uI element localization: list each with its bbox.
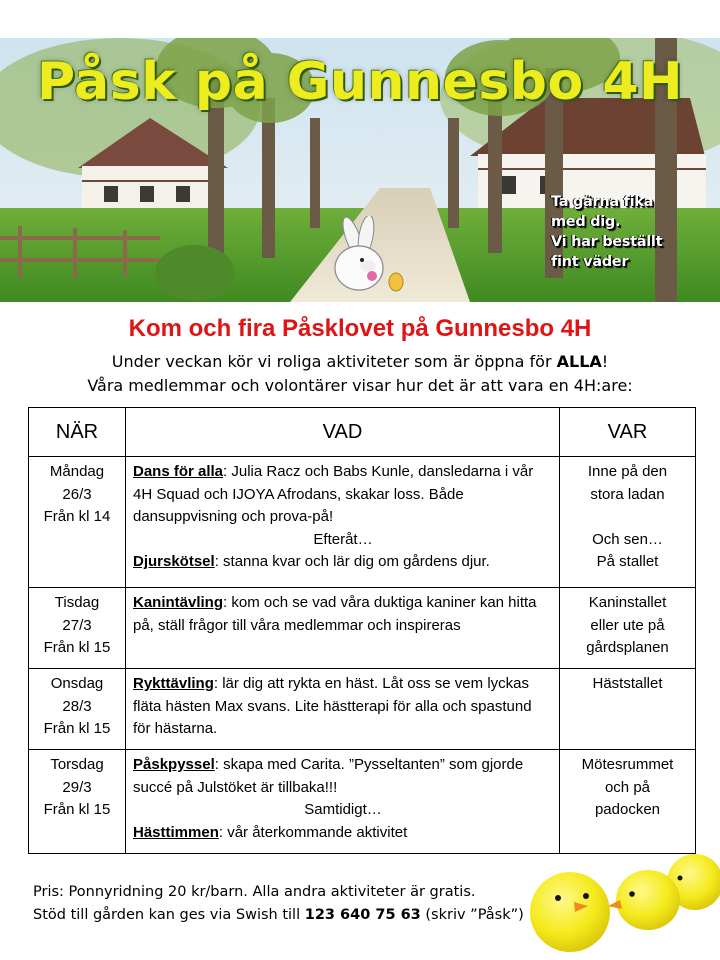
what-cell: [126, 750, 560, 854]
location-line: Häststallet: [592, 675, 663, 692]
what-cell: [126, 588, 560, 669]
location-line: och på: [604, 778, 651, 796]
page-title: Påsk på Gunnesbo 4H: [36, 52, 684, 112]
when-cell: [29, 750, 126, 854]
location-line: Mötesrummet: [581, 756, 674, 773]
day-label: Måndag: [49, 463, 105, 480]
swish-note: (skriv ”Påsk”): [420, 907, 524, 923]
fika-note-line: Vi har beställt: [551, 234, 663, 250]
activity-description: [133, 592, 553, 637]
swish-number: 123 640 75 63: [304, 907, 421, 923]
activity-transition: Efteråt…: [313, 530, 373, 548]
date-label: 27/3: [62, 616, 92, 634]
schedule-table: [28, 407, 696, 854]
where-cell: [560, 457, 696, 588]
easter-bunny-icon: [326, 216, 416, 300]
location-line: gårdsplanen: [586, 639, 669, 656]
table-row: [29, 588, 696, 669]
where-cell: [560, 669, 696, 750]
intro-line-1: [0, 352, 720, 371]
location-line: Och sen…: [592, 530, 663, 548]
day-label: Onsdag: [50, 675, 104, 692]
activity-text: : lär dig att rykta en häst. Låt oss se vem lyckas fläta hästen Max svans. Lite hästterapi för alla och spastund för hästarna.: [133, 675, 532, 737]
price-line: Pris: Ponnyridning 20 kr/barn. Alla andra aktiviteter är gratis.: [33, 884, 476, 900]
date-label: 26/3: [62, 485, 92, 503]
intro-line-1-text: Under veckan kör vi roliga aktiviteter som är öppna för: [111, 352, 557, 371]
day-label: Tisdag: [54, 594, 100, 611]
activity-description: [133, 551, 553, 574]
date-label: 28/3: [62, 697, 92, 715]
location-line: [566, 506, 689, 529]
where-cell: [560, 588, 696, 669]
activity-transition: Samtidigt…: [304, 801, 382, 818]
swish-line: [33, 904, 524, 927]
intro-line-1-end: !: [601, 352, 609, 371]
activity-name: Påskpyssel: [133, 756, 215, 773]
activity-name: Hästtimmen: [133, 823, 219, 841]
when-cell: [29, 457, 126, 588]
location-line: På stallet: [596, 553, 659, 570]
activity-description: [133, 673, 553, 741]
intro-line-1-emphasis: ALLA: [556, 352, 602, 371]
activity-text: : stanna kvar och lär dig om gårdens djur.: [214, 553, 490, 570]
time-label: Från kl 15: [43, 639, 111, 656]
activity-description: [133, 822, 553, 845]
fika-note-line: fint väder: [551, 254, 629, 270]
header-when: NÄR: [29, 408, 126, 457]
fika-note-line: Ta gärna fika: [551, 194, 654, 210]
time-label: Från kl 15: [43, 720, 111, 737]
time-label: Från kl 14: [43, 508, 111, 525]
hero-banner: [0, 38, 720, 302]
location-line: eller ute på: [590, 616, 665, 634]
header-where: VAR: [560, 408, 696, 457]
date-label: 29/3: [62, 778, 92, 796]
location-line: padocken: [594, 801, 661, 818]
activity-name: Kanintävling: [133, 594, 224, 611]
activity-text: : kom och se vad våra duktiga kaniner kan hitta på, ställ frågor till våra medlemmar och inspireras: [133, 594, 537, 634]
activity-text: : skapa med Carita. ”Pysseltanten” som gjorde succé på Julstöket är tillbaka!!!: [133, 756, 524, 796]
activity-text: : Julia Racz och Babs Kunle, dansledarna i vår 4H Squad och IJOYA Afrodans, skakar loss. Både dansuppvisning och prova-på!: [133, 463, 534, 525]
activity-name: Dans för alla: [133, 463, 224, 480]
activity-text: : vår återkommande aktivitet: [218, 823, 408, 841]
day-label: Torsdag: [50, 756, 104, 773]
time-label: Från kl 15: [43, 801, 111, 818]
intro-heading: Kom och fira Påsklovet på Gunnesbo 4H: [128, 315, 592, 342]
activity-name: Djurskötsel: [133, 553, 215, 570]
activity-name: Rykttävling: [133, 675, 214, 692]
location-line: Kaninstallet: [588, 594, 667, 611]
footer-info: [33, 881, 524, 927]
location-line: stora ladan: [590, 485, 665, 503]
location-line: Inne på den: [587, 463, 668, 480]
when-cell: [29, 669, 126, 750]
what-cell: [126, 457, 560, 588]
intro-line-2: Våra medlemmar och volontärer visar hur det är att vara en 4H:are:: [87, 376, 633, 395]
fika-note-line: med dig.: [551, 214, 621, 230]
swish-text: Stöd till gården kan ges via Swish till: [33, 907, 305, 923]
when-cell: [29, 588, 126, 669]
what-cell: [126, 669, 560, 750]
easter-chicks-icon: [520, 840, 720, 960]
table-row: [29, 750, 696, 854]
table-row: [29, 669, 696, 750]
activity-description: [133, 461, 553, 529]
table-header-row: [29, 408, 696, 457]
activity-description: [133, 754, 553, 799]
header-what: VAD: [126, 408, 560, 457]
fika-note: [551, 192, 716, 272]
table-row: [29, 457, 696, 588]
where-cell: [560, 750, 696, 854]
